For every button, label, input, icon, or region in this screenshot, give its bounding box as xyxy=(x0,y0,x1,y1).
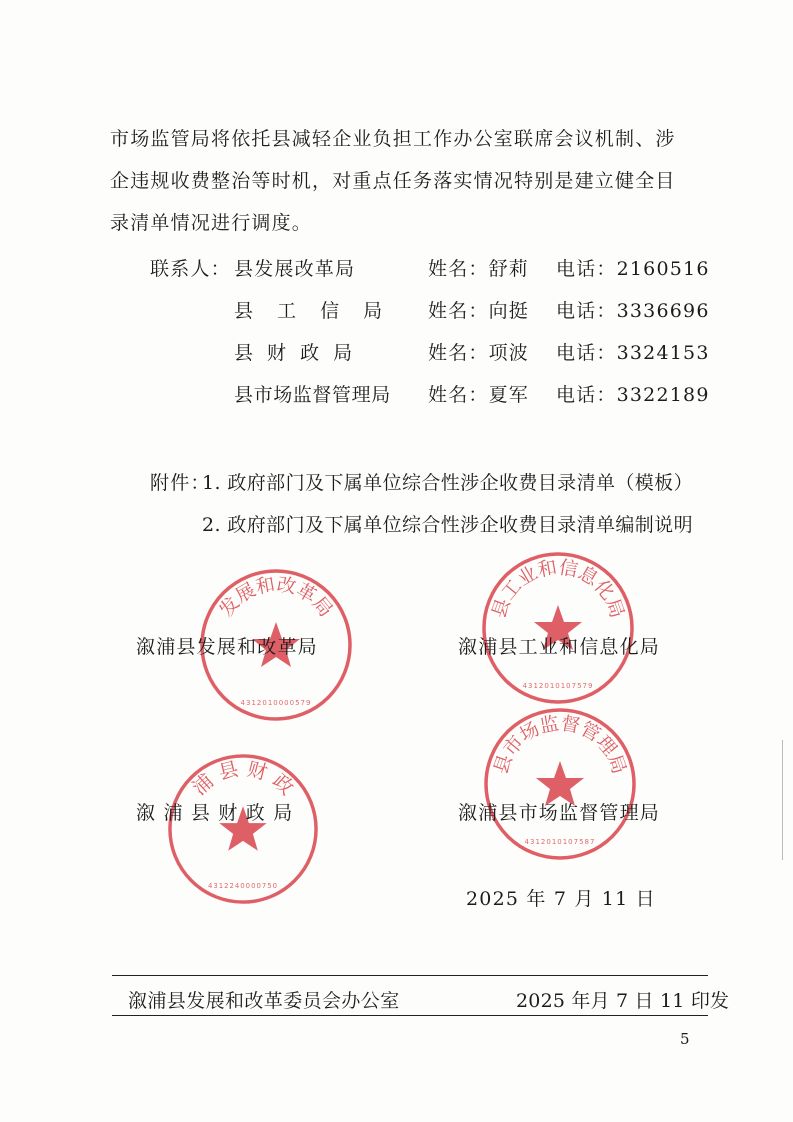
signature-gongxin: 溆浦县工业和信息化局 xyxy=(458,636,661,658)
contacts-label: 联系人： xyxy=(150,258,231,280)
attachments-label: 附件： xyxy=(150,472,211,494)
contact-phone: 电话：3322189 xyxy=(556,384,710,406)
contact-phone: 电话：3336696 xyxy=(556,300,710,322)
footer-issue-date: 2025 年月 7 日 11 印发 xyxy=(516,990,730,1012)
page-number: 5 xyxy=(680,1030,690,1048)
svg-text:4312010107587: 4312010107587 xyxy=(524,838,596,846)
svg-text:4312240000750: 4312240000750 xyxy=(208,882,278,891)
svg-text:4312010107579: 4312010107579 xyxy=(522,682,594,690)
contact-dept: 县市场监督管理局 xyxy=(234,384,391,406)
signature-fagai: 溆浦县发展和改革局 xyxy=(136,636,318,658)
document-date: 2025 年 7 月 11 日 xyxy=(466,888,656,910)
signature-shichang: 溆浦县市场监督管理局 xyxy=(458,802,661,824)
scan-edge-line xyxy=(782,740,783,860)
svg-text:县工业和信息化局: 县工业和信息化局 xyxy=(487,556,629,621)
svg-text:4312010000579: 4312010000579 xyxy=(240,699,312,707)
signature-caizheng: 溆 浦 县 财 政 局 xyxy=(136,802,294,824)
attachment-item-1: 1. 政府部门及下属单位综合性涉企收费目录清单（模板） xyxy=(202,472,693,494)
paragraph-line-1: 市场监管局将依托县减轻企业负担工作办公室联席会议机制、涉 xyxy=(110,128,676,150)
svg-text:县市场监督管理局: 县市场监督管理局 xyxy=(489,712,631,777)
seal-3 xyxy=(166,752,320,906)
contact-dept: 县 财 政 局 xyxy=(234,342,357,364)
contact-name: 姓名：项波 xyxy=(428,342,530,364)
contact-name: 姓名：舒莉 xyxy=(428,258,530,280)
footer-top-rule xyxy=(112,975,708,976)
contact-dept: 县 工 信 局 xyxy=(234,300,392,322)
contact-phone: 电话：3324153 xyxy=(556,342,710,364)
contact-name: 姓名：向挺 xyxy=(428,300,530,322)
contact-phone: 电话：2160516 xyxy=(556,258,710,280)
contact-dept: 县发展改革局 xyxy=(234,258,356,280)
seal-2 xyxy=(480,550,636,706)
svg-text:发展和改革局: 发展和改革局 xyxy=(215,573,337,622)
attachment-item-2: 2. 政府部门及下属单位综合性涉企收费目录清单编制说明 xyxy=(202,514,693,536)
paragraph-line-2: 企违规收费整治等时机，对重点任务落实情况特别是建立健全目 xyxy=(110,170,676,192)
seal-4 xyxy=(482,706,638,862)
footer-office: 溆浦县发展和改革委员会办公室 xyxy=(128,990,400,1012)
svg-text:浦 县 财 政: 浦 县 财 政 xyxy=(187,757,299,800)
paragraph-line-3: 录清单情况进行调度。 xyxy=(110,212,313,234)
contact-name: 姓名：夏军 xyxy=(428,384,530,406)
footer-bottom-rule xyxy=(112,1015,708,1016)
